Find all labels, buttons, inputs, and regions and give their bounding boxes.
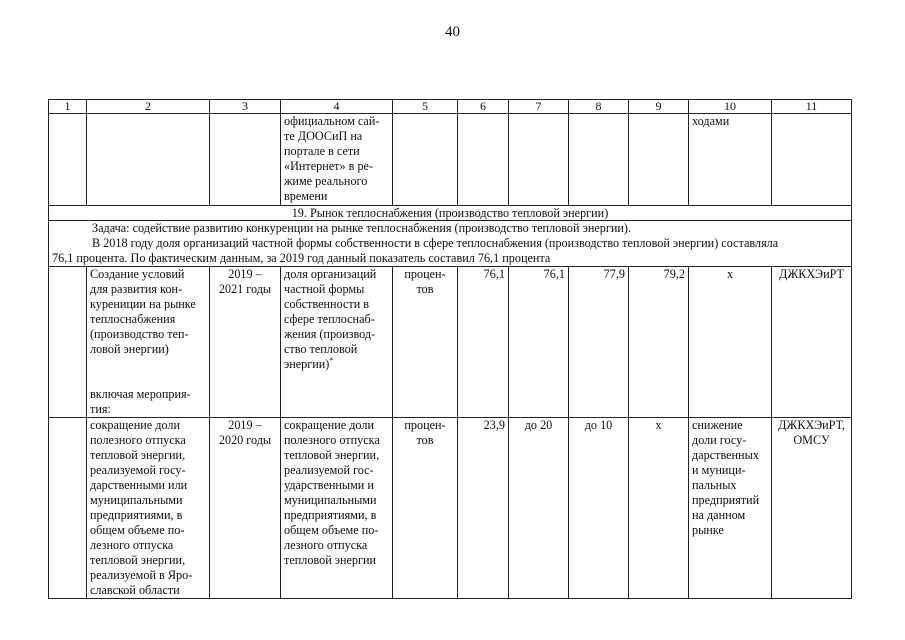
column-number: 4 [281, 100, 393, 114]
column-number: 9 [629, 100, 689, 114]
value-2018: 76,1 [458, 267, 509, 418]
column-number: 11 [772, 100, 852, 114]
section-title: 19. Рынок теплоснабжения (производство тепловой энергии) [49, 206, 852, 221]
column-number: 1 [49, 100, 87, 114]
task-row [49, 221, 852, 267]
responsible: ДЖКХЭиРТ, ОМСУ [772, 418, 852, 599]
task-description: Задача: содействие развитию конкуренции на рынке теплоснабжения (производство тепловой энергии). В 2018 году доля организаций частной формы собственности в сфере теплоснабжения (производство тепловой энергии) составляла 76,1 процента. По фактическим данным, за 2019 год данный показатель составил 76,1 процента [49, 221, 852, 267]
column-number: 5 [393, 100, 458, 114]
unit: процен- тов [393, 418, 458, 599]
period: 2019 – 2021 годы [210, 267, 281, 418]
column-number: 8 [569, 100, 629, 114]
table-row [49, 418, 852, 599]
table-row [49, 267, 852, 418]
continued-result: ходами [689, 114, 772, 206]
indicator: сокращение доли полезного отпуска тепловой энергии, реализуемой гос- ударственными и муниципальными предприятиями, в общем объеме по- лезного отпуска тепловой энергии [281, 418, 393, 599]
column-number: 7 [509, 100, 569, 114]
section-row [49, 206, 852, 221]
expected-result: х [689, 267, 772, 418]
indicator: доля организаций частной формы собственности в сфере теплоснаб- жения (производ- ство тепловой энергии)* [281, 267, 393, 418]
value-2021: х [629, 418, 689, 599]
column-number: 6 [458, 100, 509, 114]
column-number: 2 [87, 100, 210, 114]
footnote-mark: * [329, 355, 334, 365]
period: 2019 – 2020 годы [210, 418, 281, 599]
value-2021: 79,2 [629, 267, 689, 418]
column-number: 3 [210, 100, 281, 114]
measure-name: сокращение доли полезного отпуска тепловой энергии, реализуемой госу- дарственными или муниципальными предприятиями, в общем объеме по- лезного отпуска тепловой энергии, реализуемой в Яро- славской области [87, 418, 210, 599]
measure-name: Создание условий для развития кон- курениции на рынке теплоснабжения (производство теп- ловой энергии) включая мероприя- тия: [87, 267, 210, 418]
continuation-row [49, 114, 852, 206]
value-2019: 76,1 [509, 267, 569, 418]
value-2018: 23,9 [458, 418, 509, 599]
column-number: 10 [689, 100, 772, 114]
unit: процен- тов [393, 267, 458, 418]
value-2019: до 20 [509, 418, 569, 599]
page-number: 40 [445, 24, 460, 40]
expected-result: снижение доли госу- дарственных и муници- пальных предприятий на данном рынке [689, 418, 772, 599]
responsible: ДЖКХЭиРТ [772, 267, 852, 418]
measures-table [48, 99, 852, 599]
continued-text: официальном сай- те ДООСиП на портале в сети «Интернет» в ре- жиме реального времени [281, 114, 393, 206]
value-2020: 77,9 [569, 267, 629, 418]
column-number-row [49, 100, 852, 114]
value-2020: до 10 [569, 418, 629, 599]
